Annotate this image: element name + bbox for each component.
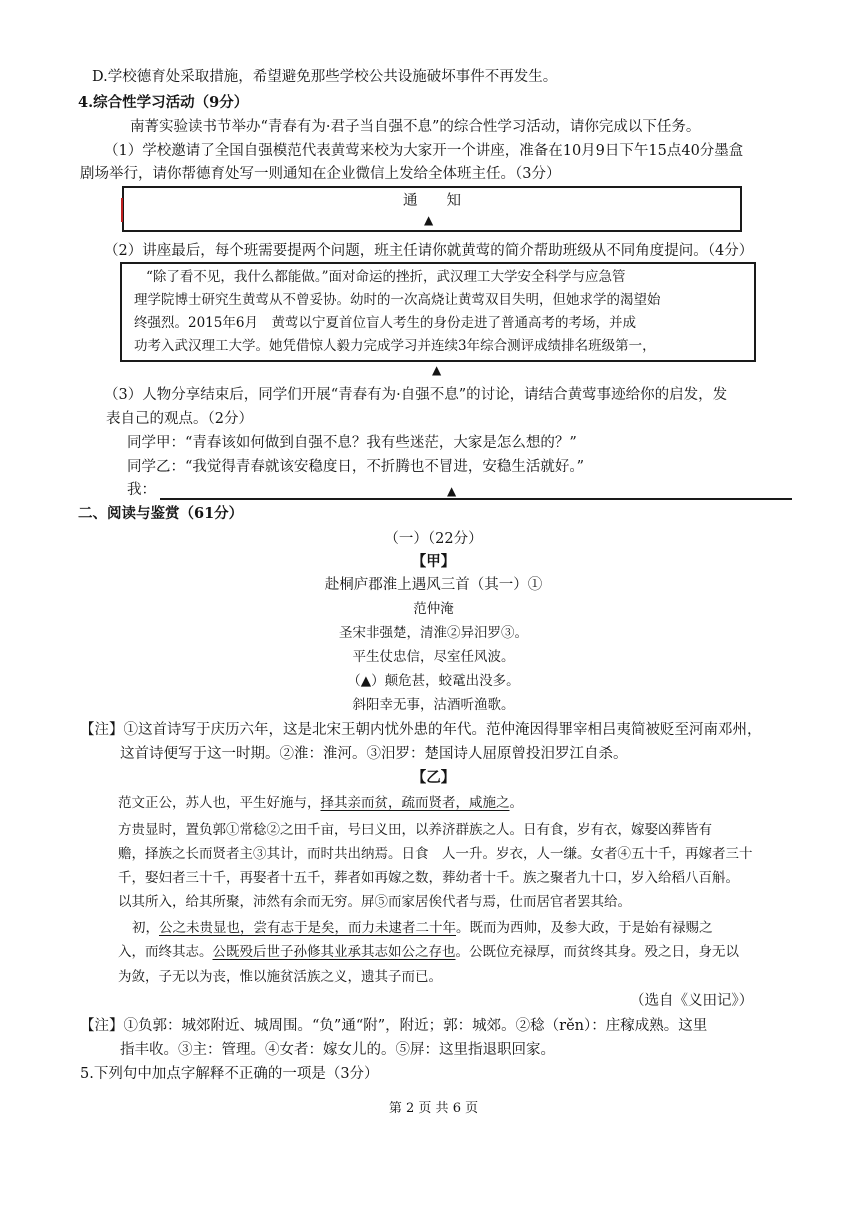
- part1-title: （一）（22分）: [384, 531, 483, 547]
- jia-label: 【甲】: [411, 553, 456, 570]
- yi-p3-line-3: 为敛，子无以为丧，惟以施贫活族之义，遗其子而已。: [118, 969, 442, 985]
- yi-p3-text-d: 。公既位充禄厚，而贫终其身。殁之日，身无以: [455, 944, 739, 960]
- q5-title: 5.下列句中加点字解释不正确的一项是（3分）: [80, 1066, 379, 1082]
- answer-line[interactable]: [160, 498, 792, 500]
- bio-line-3: 终强烈。2015年6月 黄莺以宁夏首位盲人考生的身份走进了普通高考的考场，并成: [134, 315, 636, 331]
- yi-p1-text-b: 。: [509, 795, 523, 811]
- poem-line-3: （▲）颠危甚，蛟鼋出没多。: [347, 673, 520, 689]
- yi-p3-line-2: [118, 941, 739, 963]
- poem-title: 赴桐庐郡淮上遇风三首（其一）①: [324, 577, 543, 593]
- q4-task3-line2: 表自己的观点。（2分）: [106, 411, 253, 427]
- yi-p2-line-1: 方贵显时，置负郭①常稔②之田千亩，号曰义田，以养济群族之人。日有食，岁有衣，嫁娶凶葬皆有: [118, 822, 712, 838]
- notice-title: 通 知: [403, 193, 461, 209]
- me-label: 我：: [127, 482, 156, 498]
- note-yi-line-2: 指丰收。③主：管理。④女者：嫁女儿的。⑤屏：这里指退职回家。: [120, 1042, 555, 1058]
- student-a: 同学甲：“青春该如何做到自强不息？我有些迷茫，大家是怎么想的？”: [127, 435, 577, 451]
- poem-line-2: 平生仗忠信，尽室任风波。: [352, 649, 515, 665]
- q4-task1-line2: 剧场举行，请你帮德育处写一则通知在企业微信上发给全体班主任。（3分）: [80, 166, 561, 182]
- yi-label: 【乙】: [411, 769, 456, 786]
- yi-paragraph-1: [118, 792, 523, 814]
- bio-line-4: 功考入武汉理工大学。她凭借惊人毅力完成学习并连续3年综合测评成绩排名班级第一，: [134, 338, 656, 354]
- bio-box: [120, 262, 756, 362]
- note-jia-line-1: 【注】①这首诗写于庆历六年，这是北宋王朝内忧外患的年代。范仲淹因得罪宰相吕夷简被贬至河南邓州，: [80, 722, 762, 738]
- page-footer: 第 2 页 共 6 页: [388, 1101, 479, 1116]
- answer-marker-2: ▲: [432, 363, 442, 377]
- q3-option-d: D.学校德育处采取措施，希望避免那些学校公共设施破坏事件不再发生。: [92, 69, 558, 85]
- yi-p3-underlined-1: 公之未贵显也，尝有志于是矣，而力未逮者二十年: [159, 920, 456, 936]
- yi-p3-text-b: 。既而为西帅，及参大政，于是始有禄赐之: [456, 920, 713, 936]
- q4-task1-line1: （1）学校邀请了全国自强模范代表黄莺来校为大家开一个讲座，准备在10月9日下午15点40分墨盒: [104, 143, 744, 159]
- poem-line-1: 圣宋非强楚，清淮②异汨罗③。: [339, 625, 528, 641]
- q4-task2: （2）讲座最后，每个班需要提两个问题，班主任请你就黄莺的简介帮助班级从不同角度提问。（4分）: [104, 243, 754, 259]
- red-margin-mark: [121, 198, 123, 222]
- note-jia-line-2: 这首诗便写于这一时期。②淮：淮河。③汨罗：楚国诗人屈原曾投汨罗江自杀。: [120, 746, 628, 762]
- answer-marker-1: ▲: [424, 213, 434, 227]
- yi-p3-text-a: 初，: [132, 920, 159, 936]
- answer-marker-3: ▲: [447, 484, 457, 498]
- yi-p3-underlined-2: 公既殁后世子孙修其业承其志如公之存也: [212, 944, 456, 960]
- section2-title: 二、阅读与鉴赏（61分）: [78, 505, 244, 522]
- q4-title: 4.综合性学习活动（9分）: [78, 94, 249, 111]
- bio-line-2: 理学院博士研究生黄莺从不曾妥协。幼时的一次高烧让黄莺双目失明，但她求学的渴望始: [134, 292, 661, 308]
- poem-line-4: 斜阳幸无事，沽酒听渔歌。: [352, 697, 515, 713]
- yi-p2-line-4: 以其所入，给其所聚，沛然有余而无穷。屏⑤而家居俟代者与焉，仕而居官者罢其给。: [118, 894, 631, 910]
- note-yi-line-1: 【注】①负郭：城郊附近、城周围。“负”通“附”，附近；郭：城郊。②稔（rěn）：庄稼成熟。这里: [80, 1018, 708, 1034]
- q4-task3-line1: （3）人物分享结束后，同学们开展“青春有为·自强不息”的讨论，请结合黄莺事迹给你的启发，发: [104, 387, 728, 403]
- yi-p2-line-2: 赡，择族之长而贤者主③其计，而时共出纳焉。日食 人一升。岁衣，人一缣。女者④五十千，再嫁者三十: [118, 846, 753, 862]
- poem-author: 范仲淹: [413, 601, 454, 617]
- yi-p3-text-c: 入，而终其志。: [118, 944, 213, 960]
- q4-intro: 南菁实验读书节举办“青春有为·君子当自强不息”的综合性学习活动，请你完成以下任务。: [130, 119, 701, 135]
- source-citation: （选自《义田记》）: [630, 993, 754, 1009]
- yi-p1-underlined: 择其亲而贫，疏而贤者，咸施之: [320, 795, 510, 811]
- student-b: 同学乙：“我觉得青春就该安稳度日，不折腾也不冒进，安稳生活就好。”: [127, 459, 585, 475]
- yi-p3-line-1: [132, 917, 713, 939]
- bio-line-1: “除了看不见，我什么都能做。”面对命运的挫折，武汉理工大学安全科学与应急管: [146, 269, 626, 285]
- yi-p1-text-a: 范文正公，苏人也，平生好施与，: [118, 795, 321, 811]
- notice-answer-box[interactable]: [122, 186, 742, 232]
- yi-p2-line-3: 千，娶妇者三十千，再娶者十五千，葬者如再嫁之数，葬幼者十千。族之聚者九十口，岁入给稻八百斛。: [118, 870, 739, 886]
